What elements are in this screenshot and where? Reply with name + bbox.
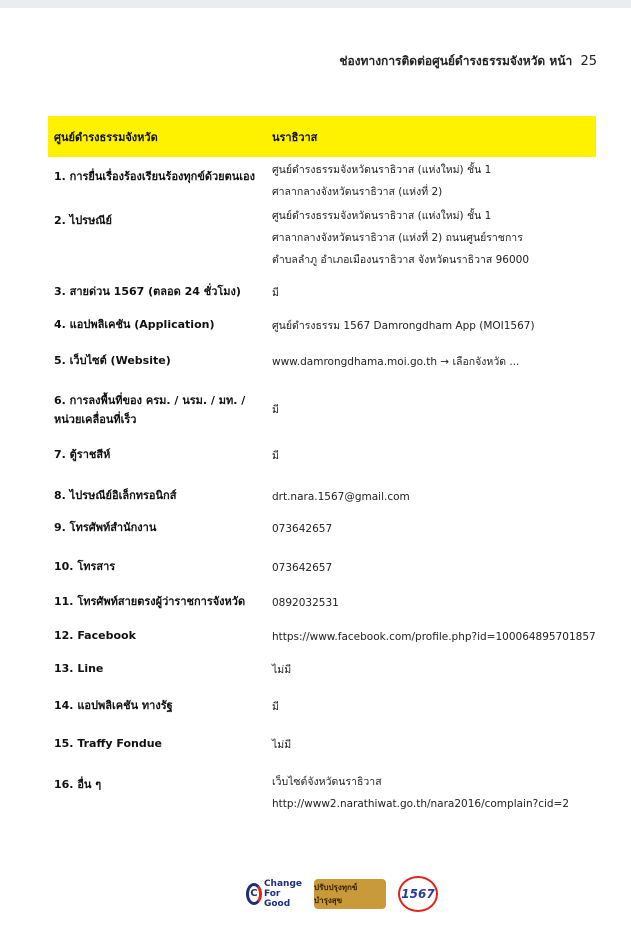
- row-value: [272, 696, 596, 718]
- row-value-line: มี: [272, 701, 279, 713]
- row-label: 6. การลงพื้นที่ของ ครม. / นรม. / มท. / หน่วยเคลื่อนที่เร็ว: [54, 394, 246, 426]
- row-label: 4. แอปพลิเคชัน (Application): [54, 318, 215, 331]
- change-circle-icon: C: [246, 883, 262, 905]
- col2-header: นราธิวาส: [272, 130, 318, 144]
- col1-header: ศูนย์ดำรงธรรมจังหวัด: [54, 130, 158, 144]
- table-row: [48, 659, 596, 681]
- row-value-line: www.damrongdhama.moi.go.th → เลือกจังหวัด ...: [272, 356, 520, 368]
- table-row: [48, 557, 596, 579]
- row-label: 10. โทรสาร: [54, 560, 116, 573]
- row-value: [272, 351, 596, 373]
- row-label: 12. Facebook: [54, 629, 136, 642]
- row-value: [272, 771, 596, 815]
- row-value: [272, 445, 596, 467]
- header-title: ช่องทางการติดต่อศูนย์ดำรงธรรมจังหวัด หน้า: [339, 54, 573, 68]
- table-row: [48, 771, 596, 815]
- row-value-line: 073642657: [272, 562, 333, 574]
- page-header: [339, 52, 597, 71]
- damrongdham-logo: ปรับปรุงทุกข์ บำรุงสุข: [314, 879, 386, 909]
- row-label: 5. เว็บไซต์ (Website): [54, 354, 171, 367]
- row-value-line: ศาลากลางจังหวัดนราธิวาส (แห่งที่ 2): [272, 186, 443, 198]
- row-value-line: ไม่มี: [272, 664, 292, 676]
- row-label: 15. Traffy Fondue: [54, 737, 162, 750]
- row-value-line: http://www2.narathiwat.go.th/nara2016/complain?cid=2: [272, 798, 570, 810]
- row-value: [272, 734, 596, 756]
- footer-logos: [246, 874, 446, 914]
- row-value: [272, 159, 596, 203]
- row-value: [272, 315, 596, 337]
- page-number: 25: [580, 54, 597, 69]
- row-value-line: ตำบลลำภู อำเภอเมืองนราธิวาส จังหวัดนราธิวาส 96000: [272, 254, 530, 266]
- row-value-line: ศูนย์ดำรงธรรม 1567 Damrongdham App (MOI1567): [272, 320, 535, 332]
- contact-table: [48, 116, 596, 810]
- row-value-line: 073642657: [272, 523, 333, 535]
- document-page: [0, 8, 631, 929]
- row-value-line: เว็บไซต์จังหวัดนราธิวาส: [272, 776, 382, 788]
- table-row: [48, 734, 596, 756]
- row-label: 8. ไปรษณีย์อิเล็กทรอนิกส์: [54, 489, 177, 502]
- row-value: [272, 518, 596, 540]
- table-row: [48, 351, 596, 373]
- hotline-1567-logo: 1567: [398, 876, 438, 912]
- row-value: [272, 626, 596, 648]
- table-row: [48, 389, 596, 429]
- row-label: 16. อื่น ๆ: [54, 778, 102, 791]
- row-value-line: มี: [272, 404, 279, 416]
- row-value: [272, 205, 596, 271]
- table-row: [48, 518, 596, 540]
- row-value-line: มี: [272, 287, 279, 299]
- row-value-line: มี: [272, 450, 279, 462]
- row-label: 3. สายด่วน 1567 (ตลอด 24 ชั่วโมง): [54, 285, 241, 298]
- row-value-line: https://www.facebook.com/profile.php?id=100064895701857: [272, 631, 596, 643]
- logo1-line1: Change: [263, 879, 302, 889]
- row-label: 11. โทรศัพท์สายตรงผู้ว่าราชการจังหวัด: [54, 595, 246, 608]
- table-row: [48, 592, 596, 614]
- row-label: 14. แอปพลิเคชัน ทางรัฐ: [54, 699, 173, 712]
- table-row: [48, 626, 596, 648]
- row-value: [272, 592, 596, 614]
- row-label: 7. ตู้ราชสีห์: [54, 448, 111, 461]
- row-value: [272, 389, 596, 429]
- row-value: [272, 557, 596, 579]
- row-label: 2. ไปรษณีย์: [54, 214, 112, 227]
- table-row: [48, 282, 596, 304]
- table-row: [48, 315, 596, 337]
- row-value: [272, 282, 596, 304]
- row-value-line: ไม่มี: [272, 739, 292, 751]
- change-for-good-logo: [246, 876, 302, 912]
- table-row: [48, 159, 596, 203]
- row-value: [272, 486, 596, 508]
- row-label: 9. โทรศัพท์สำนักงาน: [54, 521, 157, 534]
- table-row: [48, 205, 596, 271]
- row-value: [272, 659, 596, 681]
- row-value-line: ศาลากลางจังหวัดนราธิวาส (แห่งที่ 2) ถนนศูนย์ราชการ: [272, 232, 523, 244]
- table-row: [48, 445, 596, 467]
- row-label: 1. การยื่นเรื่องร้องเรียนร้องทุกข์ด้วยตนเอง: [54, 170, 256, 183]
- row-label: 13. Line: [54, 662, 104, 675]
- table-header: [48, 116, 596, 157]
- row-value-line: ศูนย์ดำรงธรรมจังหวัดนราธิวาส (แห่งใหม่) ชั้น 1: [272, 164, 492, 176]
- row-value-line: 0892032531: [272, 597, 339, 609]
- row-value-line: drt.nara.1567@gmail.com: [272, 491, 410, 503]
- table-row: [48, 486, 596, 508]
- logo1-line2: For Good: [263, 889, 291, 909]
- table-row: [48, 696, 596, 718]
- row-value-line: ศูนย์ดำรงธรรมจังหวัดนราธิวาส (แห่งใหม่) ชั้น 1: [272, 210, 492, 222]
